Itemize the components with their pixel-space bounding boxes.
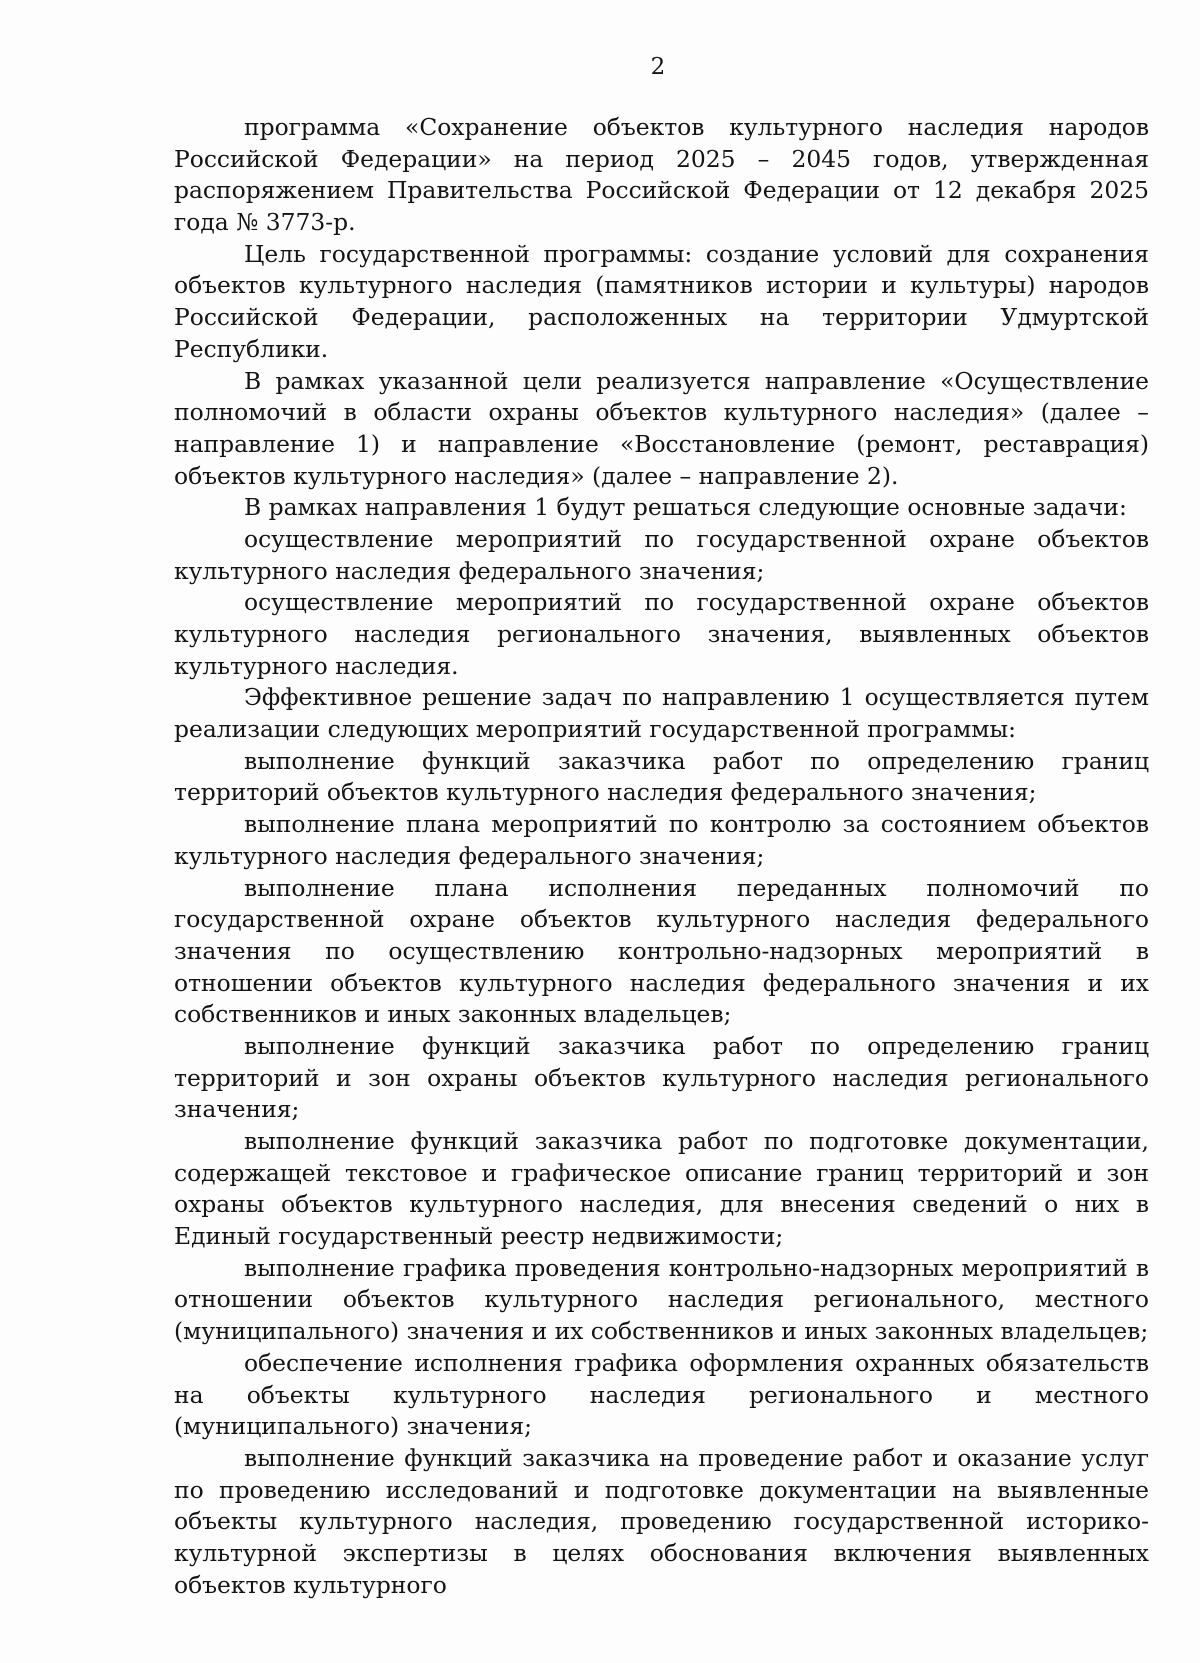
paragraph: выполнение функций заказчика работ по определению границ территорий и зон охраны объектов культурного наследия регионального значения; — [174, 1031, 1149, 1124]
paragraph: осуществление мероприятий по государственной охране объектов культурного наследия регионального значения, выявленных объектов культурного наследия. — [174, 588, 1149, 680]
paragraph: осуществление мероприятий по государственной охране объектов культурного наследия федерального значения; — [174, 524, 1149, 585]
paragraph: обеспечение исполнения графика оформления охранных обязательств на объекты культурного наследия регионального и местного (муниципального) значения; — [174, 1348, 1149, 1441]
paragraph: выполнение графика проведения контрольно-надзорных мероприятий в отношении объектов культурного наследия регионального, местного (муниципального) значения и их собственников и иных законных владельцев; — [174, 1253, 1149, 1346]
paragraph: Эффективное решение задач по направлению 1 осуществляется путем реализации следующих мероприятий государственной программы: — [174, 683, 1149, 744]
paragraph: выполнение плана исполнения переданных полномочий по государственной охране объектов культурного наследия федерального значения по осуществлению контрольно-надзорных мероприятий в отношении объектов культурного наследия федерального значения и их собственников и иных законных владельцев; — [174, 873, 1149, 1029]
paragraph: выполнение функций заказчика работ по определению границ территорий объектов культурного наследия федерального значения; — [174, 746, 1149, 807]
paragraph: выполнение плана мероприятий по контролю за состоянием объектов культурного наследия федерального значения; — [174, 810, 1149, 870]
paragraph: Цель государственной программы: создание условий для сохранения объектов культурного наследия (памятников истории и культуры) народов Российской Федерации, расположенных на территории Удмуртской Республики. — [174, 239, 1149, 363]
paragraph: выполнение функций заказчика на проведение работ и оказание услуг по проведению исследований и подготовке документации на выявленные объекты культурного наследия, проведению государственной историко-культурной экспертизы в целях обоснования включения выявленных объектов культурного — [174, 1443, 1149, 1599]
document-body — [174, 112, 1149, 1601]
page-number: 2 — [650, 54, 666, 80]
paragraph: В рамках направления 1 будут решаться следующие основные задачи: — [244, 493, 1127, 522]
paragraph: выполнение функций заказчика работ по подготовке документации, содержащей текстовое и графическое описание границ территорий и зон охраны объектов культурного наследия, для внесения сведений о них в Единый государственный реестр недвижимости; — [174, 1127, 1149, 1251]
paragraph: В рамках указанной цели реализуется направление «Осуществление полномочий в области охраны объектов культурного наследия» (далее – направление 1) и направление «Восстановление (ремонт, реставрация) объектов культурного наследия» (далее – направление 2). — [174, 366, 1149, 490]
paragraph: программа «Сохранение объектов культурного наследия народов Российской Федерации» на период 2025 – 2045 годов, утвержденная распоряжением Правительства Российской Федерации от 12 декабря 2025 года № 3773-р. — [174, 113, 1149, 237]
